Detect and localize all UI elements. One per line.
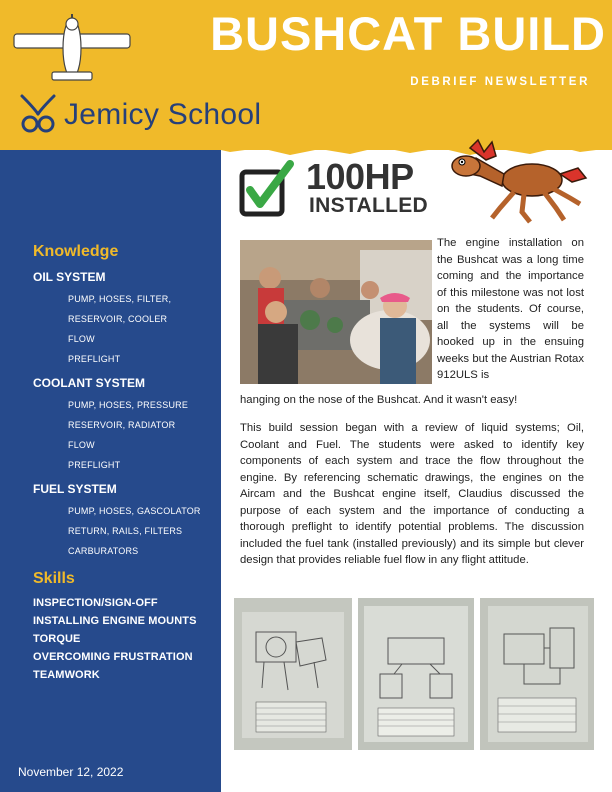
oil-system-item: PREFLIGHT xyxy=(68,354,121,364)
knowledge-heading: Knowledge xyxy=(33,243,119,260)
fuel-system-heading: FUEL SYSTEM xyxy=(33,482,117,496)
skills-heading: Skills xyxy=(33,570,75,587)
newsletter-title: BUSHCAT BUILD xyxy=(210,7,606,60)
fuel-system-item: CARBURATORS xyxy=(68,546,139,556)
skill-item: TEAMWORK xyxy=(33,669,100,681)
checkmark-box-icon xyxy=(238,160,298,218)
body-paragraph: This build session began with a review of liquid systems; Oil, Coolant and Fuel. The students were asked to identify key components of each system and trace the flow throughout the engine. By referencing schematic drawings, the engines on the Aircam and the Bushcat engine itself, Claudius discussed the purpose of each system and the importance of conducting a thorough preflight to identify potential problems. The discussion included the fuel tank (installed previously) and its simple but clever design that provides reliable fuel flow in any flight attitude. xyxy=(240,422,584,566)
headline-power: 100HP xyxy=(306,156,414,197)
coolant-system-item: RESERVOIR, RADIATOR xyxy=(68,420,176,430)
students-engine-photo xyxy=(240,240,432,384)
oil-system-item: RESERVOIR, COOLER xyxy=(68,314,168,324)
coolant-system-item: PREFLIGHT xyxy=(68,460,121,470)
coolant-system-item: FLOW xyxy=(68,440,95,450)
newsletter-subtitle: DEBRIEF NEWSLETTER xyxy=(410,76,590,88)
cartoon-horse-icon xyxy=(440,138,590,224)
fuel-system-item: PUMP, HOSES, GASCOLATOR xyxy=(68,506,201,516)
oil-system-heading: OIL SYSTEM xyxy=(33,270,106,284)
newsletter-date: November 12, 2022 xyxy=(18,765,124,779)
headline-installed: INSTALLED xyxy=(309,194,428,217)
cooling-system-diagram-photo xyxy=(480,598,594,750)
engine-schematic-photo xyxy=(234,598,352,750)
installation-manual-photo xyxy=(358,598,474,750)
airplane-icon xyxy=(12,12,132,84)
school-logo-icon xyxy=(18,92,58,134)
coolant-system-item: PUMP, HOSES, PRESSURE xyxy=(68,400,189,410)
skill-item: TORQUE xyxy=(33,633,81,645)
oil-system-item: PUMP, HOSES, FILTER, xyxy=(68,294,172,304)
oil-system-item: FLOW xyxy=(68,334,95,344)
skill-item: INSTALLING ENGINE MOUNTS xyxy=(33,615,197,627)
skill-item: INSPECTION/SIGN-OFF xyxy=(33,597,158,609)
fuel-system-item: RETURN, RAILS, FILTERS xyxy=(68,526,183,536)
school-name: Jemicy School xyxy=(64,98,262,131)
skill-item: OVERCOMING FRUSTRATION xyxy=(33,651,193,663)
intro-paragraph-continued: hanging on the nose of the Bushcat. And it wasn't easy! xyxy=(240,394,518,406)
coolant-system-heading: COOLANT SYSTEM xyxy=(33,376,146,390)
intro-paragraph: The engine installation on the Bushcat was a long time coming and the importance of this milestone was not lost on the students. Of course, all the systems will be hooked up in the ensuing weeks but the Austrian Rotax 912ULS is xyxy=(437,237,584,381)
